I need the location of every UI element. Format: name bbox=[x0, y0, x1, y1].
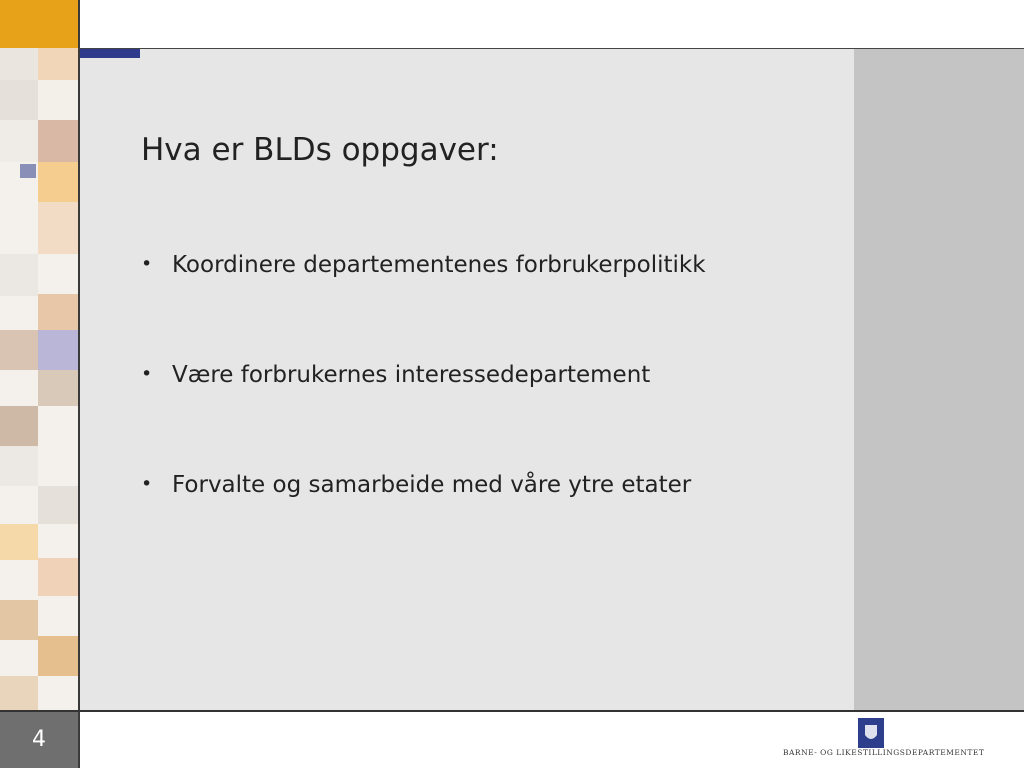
photo-tile bbox=[38, 558, 78, 596]
photo-tile bbox=[38, 120, 78, 162]
page-number: 4 bbox=[32, 727, 46, 752]
bullet-text: Koordinere departementenes forbrukerpolitikk bbox=[172, 252, 706, 278]
photo-tile bbox=[0, 406, 38, 446]
photo-tile bbox=[38, 370, 78, 406]
vertical-divider bbox=[78, 0, 80, 768]
photo-tile bbox=[0, 48, 38, 80]
photo-tile bbox=[0, 330, 38, 370]
decorative-photo-strip bbox=[0, 48, 78, 710]
photo-tile bbox=[38, 330, 78, 370]
slide-title: Hva er BLDs oppgaver: bbox=[141, 132, 499, 168]
blue-accent-bar bbox=[80, 49, 140, 58]
photo-tile bbox=[38, 162, 78, 202]
photo-tile bbox=[38, 486, 78, 524]
photo-tile bbox=[0, 600, 38, 640]
right-side-panel bbox=[854, 49, 1024, 710]
top-divider bbox=[78, 48, 1024, 49]
bullet-dot: • bbox=[141, 253, 153, 275]
photo-tile bbox=[38, 202, 78, 254]
bullet-text: Forvalte og samarbeide med våre ytre etater bbox=[172, 472, 692, 498]
ministry-logo-text: BARNE- OG LIKESTILLINGSDEPARTEMENTET bbox=[783, 748, 985, 757]
photo-tile bbox=[0, 80, 38, 120]
bullet-text: Være forbrukernes interessedepartement bbox=[172, 362, 651, 388]
photo-tile bbox=[38, 48, 78, 80]
photo-tile bbox=[0, 120, 38, 162]
photo-tile bbox=[0, 524, 38, 560]
arrow-icon-tile bbox=[0, 254, 38, 296]
photo-tile bbox=[38, 294, 78, 330]
photo-tile bbox=[38, 80, 78, 120]
norwegian-coat-of-arms-icon bbox=[858, 718, 884, 748]
orange-corner-block bbox=[0, 0, 78, 48]
bullet-dot: • bbox=[141, 363, 153, 385]
bullet-item bbox=[141, 472, 691, 498]
bullet-item bbox=[141, 252, 706, 278]
bullet-item bbox=[141, 362, 650, 388]
bullet-dot: • bbox=[141, 473, 153, 495]
equals-icon bbox=[20, 164, 36, 178]
at-sign-tile bbox=[0, 446, 38, 486]
photo-tile bbox=[0, 676, 38, 710]
photo-tile bbox=[38, 636, 78, 676]
bottom-divider bbox=[0, 710, 1024, 712]
